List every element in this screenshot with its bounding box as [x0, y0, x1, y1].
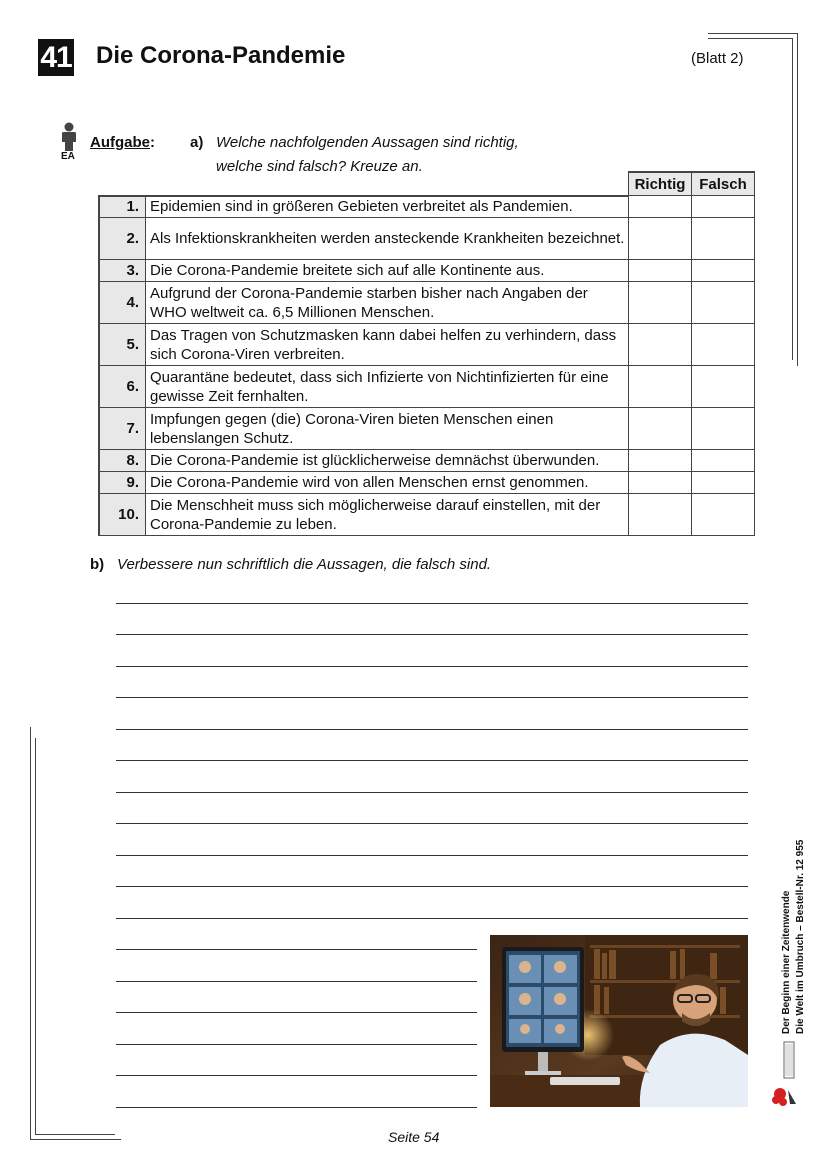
row-number: 8.: [99, 450, 146, 472]
row-number: 1.: [99, 196, 146, 218]
answer-box-richtig[interactable]: [629, 282, 692, 324]
row-number: 3.: [99, 260, 146, 282]
writing-line[interactable]: [116, 760, 748, 761]
true-false-table: [98, 171, 755, 536]
statement-text: Das Tragen von Schutzmasken kann dabei helfen zu verhindern, dass sich Corona-Viren verbreiten.: [146, 324, 629, 366]
writing-line[interactable]: [116, 1075, 477, 1076]
writing-line[interactable]: [116, 949, 477, 950]
answer-box-richtig[interactable]: [629, 260, 692, 282]
frame-left-line-inner: [35, 738, 36, 1134]
task-a-label: a): [190, 134, 204, 151]
column-header-richtig: Richtig: [629, 172, 692, 196]
writing-line[interactable]: [116, 1107, 477, 1108]
writing-line[interactable]: [116, 603, 748, 604]
table-row: [99, 472, 755, 494]
answer-box-falsch[interactable]: [692, 260, 755, 282]
answer-box-richtig[interactable]: [629, 196, 692, 218]
page-title: Die Corona-Pandemie: [96, 42, 346, 69]
row-number: 6.: [99, 366, 146, 408]
answer-box-falsch[interactable]: [692, 324, 755, 366]
table-header-row: [99, 172, 755, 196]
answer-box-richtig[interactable]: [629, 408, 692, 450]
writing-line[interactable]: [116, 666, 748, 667]
statement-text: Die Corona-Pandemie breitete sich auf alle Kontinente aus.: [146, 260, 629, 282]
answer-box-falsch[interactable]: [692, 494, 755, 536]
task-b-instruction: Verbessere nun schriftlich die Aussagen, die falsch sind.: [117, 556, 492, 573]
writing-line[interactable]: [116, 792, 748, 793]
frame-bottom-line-inner: [35, 1134, 115, 1135]
writing-line[interactable]: [116, 1012, 477, 1013]
ea-label: EA: [61, 151, 75, 162]
writing-line[interactable]: [116, 918, 748, 919]
writing-line[interactable]: [116, 697, 748, 698]
frame-bottom-line-outer: [30, 1139, 121, 1140]
task-b-label: b): [90, 556, 105, 573]
page-number: Seite 54: [388, 1129, 440, 1145]
answer-box-falsch[interactable]: [692, 282, 755, 324]
writing-line[interactable]: [116, 855, 748, 856]
video-call-photo: [490, 935, 748, 1107]
statement-text: Die Menschheit muss sich möglicherweise darauf einstellen, mit der Corona-Pandemie zu leben.: [146, 494, 629, 536]
frame-top-line-outer: [708, 33, 797, 34]
frame-right-line-inner: [792, 38, 793, 360]
writing-line[interactable]: [116, 1044, 477, 1045]
answer-box-richtig[interactable]: [629, 324, 692, 366]
row-number: 9.: [99, 472, 146, 494]
side-series-order: Die Welt im Umbruch – Bestell-Nr. 12 955: [795, 839, 806, 1034]
table-row: [99, 218, 755, 260]
statement-text: Die Corona-Pandemie wird von allen Menschen ernst genommen.: [146, 472, 629, 494]
person-icon: [60, 122, 78, 152]
answer-box-falsch[interactable]: [692, 218, 755, 260]
task-label: Aufgabe: [90, 134, 150, 151]
frame-right-line-outer: [797, 33, 798, 366]
table-row: [99, 366, 755, 408]
table-row: [99, 408, 755, 450]
side-publication-info: [780, 840, 808, 1034]
statement-text: Die Corona-Pandemie ist glücklicherweise demnächst überwunden.: [146, 450, 629, 472]
answer-box-falsch[interactable]: [692, 366, 755, 408]
answer-box-falsch[interactable]: [692, 408, 755, 450]
row-number: 7.: [99, 408, 146, 450]
statement-text: Epidemien sind in größeren Gebieten verbreitet als Pandemien.: [146, 196, 629, 218]
answer-box-richtig[interactable]: [629, 218, 692, 260]
answer-box-falsch[interactable]: [692, 450, 755, 472]
worksheet-number: 41: [38, 39, 74, 76]
answer-box-richtig[interactable]: [629, 472, 692, 494]
writing-line[interactable]: [116, 634, 748, 635]
statement-text: Als Infektionskrankheiten werden ansteckende Krankheiten bezeichnet.: [146, 218, 629, 260]
row-number: 10.: [99, 494, 146, 536]
writing-line[interactable]: [116, 823, 748, 824]
sheet-label: (Blatt 2): [691, 50, 744, 67]
row-number: 2.: [99, 218, 146, 260]
row-number: 4.: [99, 282, 146, 324]
answer-box-richtig[interactable]: [629, 494, 692, 536]
frame-top-line-inner: [708, 38, 792, 39]
table-row: [99, 494, 755, 536]
table-row: [99, 450, 755, 472]
task-a-instruction-line1: Welche nachfolgenden Aussagen sind richtig,: [216, 134, 519, 151]
answer-box-richtig[interactable]: [629, 366, 692, 408]
table-row: [99, 196, 755, 218]
answer-box-falsch[interactable]: [692, 472, 755, 494]
writing-line[interactable]: [116, 981, 477, 982]
statement-text: Impfungen gegen (die) Corona-Viren bieten Menschen einen lebenslangen Schutz.: [146, 408, 629, 450]
statement-text: Quarantäne bedeutet, dass sich Infizierte von Nichtinfizierten für eine gewisse Zeit fernhalten.: [146, 366, 629, 408]
answer-box-richtig[interactable]: [629, 450, 692, 472]
table-row: [99, 324, 755, 366]
writing-line[interactable]: [116, 729, 748, 730]
kohl-verlag-logo: [770, 1040, 800, 1110]
answer-box-falsch[interactable]: [692, 196, 755, 218]
task-a-instruction-line2: welche sind falsch? Kreuze an.: [216, 158, 423, 175]
table-row: [99, 260, 755, 282]
task-label-colon: :: [150, 134, 155, 151]
writing-line[interactable]: [116, 886, 748, 887]
row-number: 5.: [99, 324, 146, 366]
statement-text: Aufgrund der Corona-Pandemie starben bisher nach Angaben der WHO weltweit ca. 6,5 Millionen Menschen.: [146, 282, 629, 324]
column-header-falsch: Falsch: [692, 172, 755, 196]
side-book-title: Der Beginn einer Zeitenwende: [781, 890, 792, 1034]
frame-left-line-outer: [30, 727, 31, 1139]
table-row: [99, 282, 755, 324]
